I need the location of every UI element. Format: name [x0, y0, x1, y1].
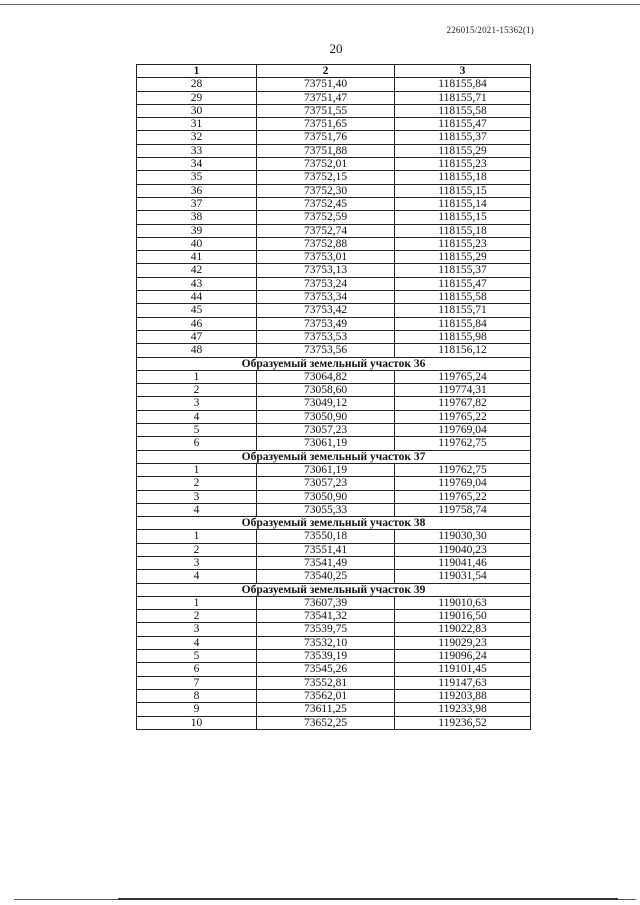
x-coordinate-cell: 73562,01 [257, 689, 395, 702]
section-title: Образуемый земельный участок 39 [137, 583, 531, 596]
y-coordinate-cell: 119016,50 [395, 610, 531, 623]
x-coordinate-cell: 73753,24 [257, 277, 395, 290]
x-coordinate-cell: 73753,13 [257, 264, 395, 277]
point-number-cell: 38 [137, 211, 257, 224]
table-row [137, 716, 531, 729]
table-row [137, 158, 531, 171]
x-coordinate-cell: 73540,25 [257, 570, 395, 583]
point-number-cell: 35 [137, 171, 257, 184]
x-coordinate-cell: 73607,39 [257, 596, 395, 609]
header-row [137, 65, 531, 78]
y-coordinate-cell: 119203,88 [395, 689, 531, 702]
x-coordinate-cell: 73752,15 [257, 171, 395, 184]
column-header-3: 3 [395, 65, 531, 78]
table-row [137, 477, 531, 490]
table-row [137, 330, 531, 343]
y-coordinate-cell: 119096,24 [395, 650, 531, 663]
y-coordinate-cell: 119769,04 [395, 477, 531, 490]
table-row [137, 91, 531, 104]
point-number-cell: 7 [137, 676, 257, 689]
point-number-cell: 2 [137, 477, 257, 490]
point-number-cell: 5 [137, 424, 257, 437]
point-number-cell: 6 [137, 437, 257, 450]
table-row [137, 237, 531, 250]
section-title: Образуемый земельный участок 37 [137, 450, 531, 463]
y-coordinate-cell: 118155,47 [395, 118, 531, 131]
x-coordinate-cell: 73751,40 [257, 78, 395, 91]
point-number-cell: 47 [137, 330, 257, 343]
point-number-cell: 33 [137, 144, 257, 157]
table-row [137, 663, 531, 676]
y-coordinate-cell: 118155,37 [395, 264, 531, 277]
point-number-cell: 40 [137, 237, 257, 250]
x-coordinate-cell: 73753,01 [257, 251, 395, 264]
y-coordinate-cell: 119041,46 [395, 556, 531, 569]
table-body [137, 78, 531, 730]
y-coordinate-cell: 118155,18 [395, 171, 531, 184]
y-coordinate-cell: 118155,29 [395, 251, 531, 264]
y-coordinate-cell: 119765,22 [395, 490, 531, 503]
point-number-cell: 31 [137, 118, 257, 131]
y-coordinate-cell: 119767,82 [395, 397, 531, 410]
x-coordinate-cell: 73050,90 [257, 490, 395, 503]
y-coordinate-cell: 118156,12 [395, 344, 531, 357]
x-coordinate-cell: 73539,75 [257, 623, 395, 636]
y-coordinate-cell: 118155,47 [395, 277, 531, 290]
x-coordinate-cell: 73751,88 [257, 144, 395, 157]
point-number-cell: 9 [137, 703, 257, 716]
point-number-cell: 2 [137, 543, 257, 556]
x-coordinate-cell: 73751,76 [257, 131, 395, 144]
x-coordinate-cell: 73611,25 [257, 703, 395, 716]
x-coordinate-cell: 73057,23 [257, 477, 395, 490]
table-row [137, 490, 531, 503]
x-coordinate-cell: 73049,12 [257, 397, 395, 410]
table-row [137, 118, 531, 131]
x-coordinate-cell: 73752,59 [257, 211, 395, 224]
x-coordinate-cell: 73753,53 [257, 330, 395, 343]
table-row [137, 344, 531, 357]
y-coordinate-cell: 119029,23 [395, 636, 531, 649]
y-coordinate-cell: 118155,58 [395, 291, 531, 304]
table-row [137, 264, 531, 277]
y-coordinate-cell: 119765,22 [395, 410, 531, 423]
point-number-cell: 2 [137, 610, 257, 623]
x-coordinate-cell: 73752,88 [257, 237, 395, 250]
point-number-cell: 10 [137, 716, 257, 729]
table-row [137, 251, 531, 264]
x-coordinate-cell: 73753,56 [257, 344, 395, 357]
table-row [137, 636, 531, 649]
point-number-cell: 8 [137, 689, 257, 702]
y-coordinate-cell: 119233,98 [395, 703, 531, 716]
table-row [137, 410, 531, 423]
point-number-cell: 43 [137, 277, 257, 290]
y-coordinate-cell: 119101,45 [395, 663, 531, 676]
y-coordinate-cell: 119147,63 [395, 676, 531, 689]
y-coordinate-cell: 118155,84 [395, 78, 531, 91]
table-row [137, 171, 531, 184]
point-number-cell: 28 [137, 78, 257, 91]
table-row [137, 596, 531, 609]
table-row [137, 370, 531, 383]
x-coordinate-cell: 73064,82 [257, 370, 395, 383]
y-coordinate-cell: 118155,71 [395, 304, 531, 317]
table-row [137, 570, 531, 583]
y-coordinate-cell: 119031,54 [395, 570, 531, 583]
section-header-row [137, 517, 531, 530]
x-coordinate-cell: 73652,25 [257, 716, 395, 729]
y-coordinate-cell: 118155,84 [395, 317, 531, 330]
x-coordinate-cell: 73532,10 [257, 636, 395, 649]
x-coordinate-cell: 73751,47 [257, 91, 395, 104]
y-coordinate-cell: 119762,75 [395, 463, 531, 476]
table-row [137, 530, 531, 543]
table-row [137, 291, 531, 304]
table-row [137, 703, 531, 716]
x-coordinate-cell: 73550,18 [257, 530, 395, 543]
point-number-cell: 45 [137, 304, 257, 317]
table-row [137, 623, 531, 636]
table-row [137, 397, 531, 410]
y-coordinate-cell: 118155,98 [395, 330, 531, 343]
point-number-cell: 30 [137, 104, 257, 117]
point-number-cell: 1 [137, 370, 257, 383]
section-header-row [137, 357, 531, 370]
table-row [137, 104, 531, 117]
x-coordinate-cell: 73061,19 [257, 437, 395, 450]
x-coordinate-cell: 73752,01 [257, 158, 395, 171]
point-number-cell: 4 [137, 503, 257, 516]
point-number-cell: 1 [137, 530, 257, 543]
table-header [137, 65, 531, 78]
x-coordinate-cell: 73061,19 [257, 463, 395, 476]
point-number-cell: 36 [137, 184, 257, 197]
x-coordinate-cell: 73545,26 [257, 663, 395, 676]
table-row [137, 556, 531, 569]
point-number-cell: 4 [137, 410, 257, 423]
point-number-cell: 46 [137, 317, 257, 330]
point-number-cell: 3 [137, 490, 257, 503]
x-coordinate-cell: 73541,32 [257, 610, 395, 623]
x-coordinate-cell: 73751,65 [257, 118, 395, 131]
point-number-cell: 5 [137, 650, 257, 663]
point-number-cell: 3 [137, 556, 257, 569]
y-coordinate-cell: 118155,37 [395, 131, 531, 144]
point-number-cell: 48 [137, 344, 257, 357]
y-coordinate-cell: 119040,23 [395, 543, 531, 556]
table-row [137, 610, 531, 623]
point-number-cell: 42 [137, 264, 257, 277]
table-row [137, 676, 531, 689]
x-coordinate-cell: 73752,74 [257, 224, 395, 237]
y-coordinate-cell: 118155,15 [395, 211, 531, 224]
table-row [137, 304, 531, 317]
bottom-border-line-thick [118, 898, 618, 900]
x-coordinate-cell: 73058,60 [257, 384, 395, 397]
table-row [137, 317, 531, 330]
y-coordinate-cell: 119010,63 [395, 596, 531, 609]
point-number-cell: 32 [137, 131, 257, 144]
top-border-line [0, 4, 640, 5]
x-coordinate-cell: 73752,30 [257, 184, 395, 197]
y-coordinate-cell: 118155,23 [395, 237, 531, 250]
table-row [137, 78, 531, 91]
table-row [137, 384, 531, 397]
x-coordinate-cell: 73057,23 [257, 424, 395, 437]
y-coordinate-cell: 118155,58 [395, 104, 531, 117]
section-header-row [137, 450, 531, 463]
table-row [137, 144, 531, 157]
y-coordinate-cell: 119236,52 [395, 716, 531, 729]
table-row [137, 437, 531, 450]
table-row [137, 197, 531, 210]
table-row [137, 503, 531, 516]
y-coordinate-cell: 119758,74 [395, 503, 531, 516]
x-coordinate-cell: 73552,81 [257, 676, 395, 689]
x-coordinate-cell: 73753,34 [257, 291, 395, 304]
table-row [137, 277, 531, 290]
x-coordinate-cell: 73752,45 [257, 197, 395, 210]
y-coordinate-cell: 119022,83 [395, 623, 531, 636]
table-row [137, 424, 531, 437]
section-header-row [137, 583, 531, 596]
section-title: Образуемый земельный участок 36 [137, 357, 531, 370]
x-coordinate-cell: 73551,41 [257, 543, 395, 556]
x-coordinate-cell: 73753,42 [257, 304, 395, 317]
section-title: Образуемый земельный участок 38 [137, 517, 531, 530]
y-coordinate-cell: 118155,23 [395, 158, 531, 171]
y-coordinate-cell: 119762,75 [395, 437, 531, 450]
table-row [137, 184, 531, 197]
y-coordinate-cell: 118155,14 [395, 197, 531, 210]
point-number-cell: 44 [137, 291, 257, 304]
document-number: 226015/2021-15362(1) [446, 25, 534, 35]
x-coordinate-cell: 73539,19 [257, 650, 395, 663]
point-number-cell: 1 [137, 463, 257, 476]
point-number-cell: 4 [137, 636, 257, 649]
table-row [137, 211, 531, 224]
point-number-cell: 37 [137, 197, 257, 210]
point-number-cell: 34 [137, 158, 257, 171]
point-number-cell: 29 [137, 91, 257, 104]
y-coordinate-cell: 118155,29 [395, 144, 531, 157]
y-coordinate-cell: 118155,15 [395, 184, 531, 197]
point-number-cell: 3 [137, 397, 257, 410]
table-row [137, 543, 531, 556]
page-number: 20 [329, 41, 343, 56]
y-coordinate-cell: 119769,04 [395, 424, 531, 437]
y-coordinate-cell: 119774,31 [395, 384, 531, 397]
point-number-cell: 39 [137, 224, 257, 237]
table-row [137, 650, 531, 663]
y-coordinate-cell: 118155,18 [395, 224, 531, 237]
x-coordinate-cell: 73751,55 [257, 104, 395, 117]
table-row [137, 463, 531, 476]
point-number-cell: 6 [137, 663, 257, 676]
y-coordinate-cell: 119765,24 [395, 370, 531, 383]
column-header-1: 1 [137, 65, 257, 78]
y-coordinate-cell: 119030,30 [395, 530, 531, 543]
column-header-2: 2 [257, 65, 395, 78]
x-coordinate-cell: 73055,33 [257, 503, 395, 516]
point-number-cell: 2 [137, 384, 257, 397]
x-coordinate-cell: 73541,49 [257, 556, 395, 569]
table-row [137, 131, 531, 144]
coordinates-table [136, 64, 531, 730]
table-row [137, 689, 531, 702]
x-coordinate-cell: 73753,49 [257, 317, 395, 330]
point-number-cell: 41 [137, 251, 257, 264]
point-number-cell: 3 [137, 623, 257, 636]
point-number-cell: 1 [137, 596, 257, 609]
y-coordinate-cell: 118155,71 [395, 91, 531, 104]
table-row [137, 224, 531, 237]
x-coordinate-cell: 73050,90 [257, 410, 395, 423]
point-number-cell: 4 [137, 570, 257, 583]
